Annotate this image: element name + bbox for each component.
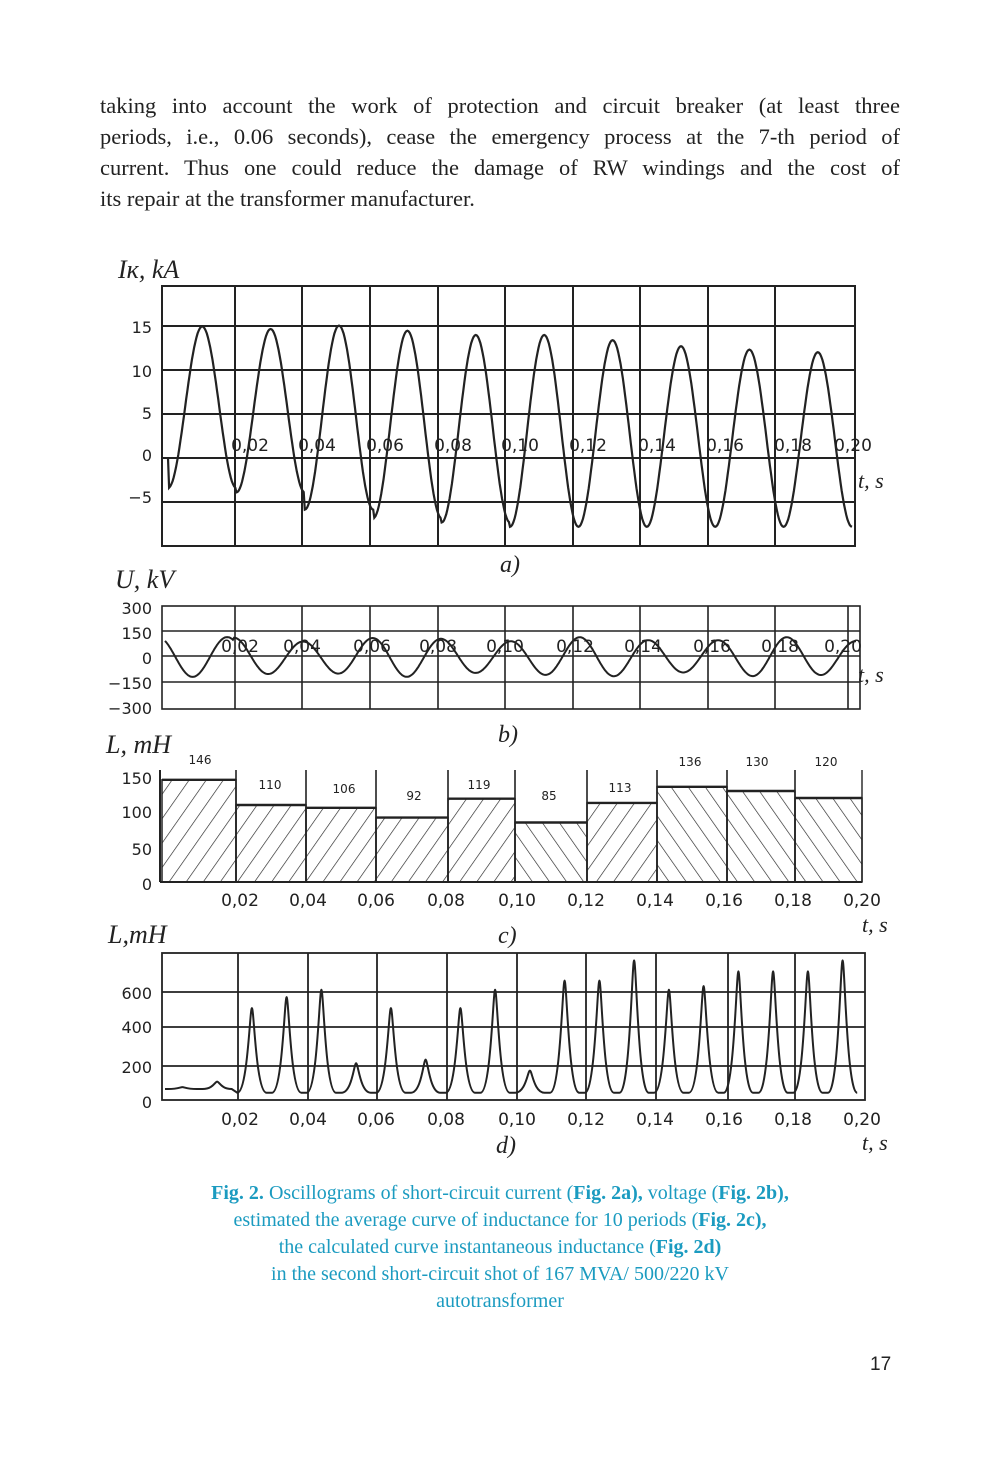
caption-text: Oscillograms of short-circuit current ( [263, 1182, 574, 1204]
panel-c-bars [162, 780, 862, 882]
caption-ref: Fig. 2a), [573, 1182, 643, 1204]
x-tick: 0,02 [221, 637, 259, 657]
x-tick: 0,12 [567, 891, 605, 911]
panel-d-sublabel: d) [496, 1133, 516, 1159]
paragraph-line: current. Thus one could reduce the damage of RW windings and the cost of [100, 155, 900, 180]
caption-line-4: in the second short-circuit shot of 167 MVA/ 500/220 kV [271, 1263, 729, 1285]
caption-fig-label: Fig. 2. [211, 1182, 264, 1204]
bar-label: 110 [258, 778, 282, 792]
bar-label: 113 [608, 781, 632, 795]
bar [448, 799, 515, 882]
panel-c-x-ticks [221, 891, 881, 911]
x-tick: 0,16 [705, 891, 743, 911]
bar [795, 798, 862, 882]
y-tick: −150 [108, 674, 152, 693]
y-tick: 0 [141, 649, 152, 668]
x-tick: 0,06 [353, 637, 391, 657]
panel-a-current [117, 255, 884, 578]
x-tick: 0,16 [705, 1110, 743, 1130]
x-tick: 0,12 [556, 637, 594, 657]
x-tick: 0,12 [567, 1110, 605, 1130]
panel-a-x-ticks [231, 436, 872, 456]
panel-b-sublabel: b) [498, 722, 518, 748]
caption-line-3 [100, 1234, 900, 1261]
x-tick: 0,04 [298, 436, 336, 456]
panel-d-y-ticks [121, 984, 152, 1112]
caption-line-1 [100, 1180, 900, 1207]
bar-label: 106 [332, 782, 356, 796]
panel-c-average-inductance [105, 730, 888, 949]
bar-label: 146 [188, 753, 212, 767]
caption-text: estimated the average curve of inductance for 10 periods ( [233, 1209, 699, 1231]
x-tick: 0,20 [834, 436, 872, 456]
panel-b-grid [162, 606, 860, 709]
y-tick: −5 [128, 488, 152, 507]
panel-c-y-title: L, mH [106, 730, 172, 759]
panel-a-grid [162, 286, 855, 546]
y-tick: −300 [108, 699, 152, 718]
x-tick: 0,08 [419, 637, 457, 657]
x-tick: 0,04 [289, 1110, 327, 1130]
figure-caption [100, 1180, 900, 1315]
x-tick: 0,16 [693, 637, 731, 657]
panel-c-sublabel: c) [498, 923, 517, 949]
panel-d-instantaneous-inductance [107, 920, 888, 1159]
x-tick: 0,06 [357, 1110, 395, 1130]
x-tick: 0,02 [231, 436, 269, 456]
x-tick: 0,20 [824, 637, 862, 657]
panel-b-y-title: U, kV [115, 565, 175, 594]
y-tick: 50 [131, 840, 152, 859]
panel-d-x-title: t, s [862, 1130, 888, 1155]
panel-a-current-curve [168, 326, 852, 527]
y-tick: 200 [121, 1058, 152, 1077]
paragraph-line: its repair at the transformer manufacturer. [100, 186, 475, 211]
panel-c-x-title: t, s [862, 912, 888, 937]
x-tick: 0,20 [843, 1110, 881, 1130]
caption-text: voltage ( [642, 1182, 719, 1204]
bar [162, 780, 236, 882]
panel-a-x-title: t, s [858, 468, 884, 493]
caption-ref: Fig. 2d) [655, 1236, 722, 1258]
y-tick: 300 [121, 599, 152, 618]
caption-text: the calculated curve instantaneous inductance ( [278, 1236, 656, 1258]
x-tick: 0,14 [636, 1110, 674, 1130]
bar [515, 823, 587, 883]
panel-d-x-ticks [221, 1110, 881, 1130]
y-tick: 400 [121, 1018, 152, 1037]
x-tick: 0,08 [427, 1110, 465, 1130]
bar-label: 85 [541, 789, 557, 803]
y-tick: 150 [121, 769, 152, 788]
x-tick: 0,10 [501, 436, 539, 456]
y-tick: 150 [121, 624, 152, 643]
caption-line-2 [100, 1207, 900, 1234]
caption-line-5: autotransformer [436, 1290, 564, 1312]
bar [727, 791, 795, 882]
caption-ref: Fig. 2b), [718, 1182, 789, 1204]
y-tick: 0 [141, 875, 152, 894]
bar [587, 803, 657, 882]
x-tick: 0,06 [366, 436, 404, 456]
y-tick: 100 [121, 803, 152, 822]
x-tick: 0,08 [434, 436, 472, 456]
panel-a-sublabel: a) [500, 552, 520, 578]
paragraph-line: taking into account the work of protection and circuit breaker (at least three [100, 93, 900, 118]
x-tick: 0,16 [706, 436, 744, 456]
panel-d-grid [162, 953, 865, 1100]
x-tick: 0,14 [638, 436, 676, 456]
bar-label: 136 [678, 755, 702, 769]
y-tick: 0 [141, 446, 152, 465]
x-tick: 0,10 [486, 637, 524, 657]
bar-label: 120 [814, 755, 838, 769]
bar [657, 787, 727, 882]
panel-d-y-title: L,mH [108, 920, 167, 949]
x-tick: 0,18 [761, 637, 799, 657]
y-tick: 0 [141, 1093, 152, 1112]
y-tick: 600 [121, 984, 152, 1003]
panel-b-voltage [108, 565, 884, 748]
bar-label: 92 [406, 789, 422, 803]
panel-a-y-title: Iк, kA [118, 255, 180, 284]
bar [236, 805, 306, 882]
x-tick: 0,18 [774, 1110, 812, 1130]
bar [306, 808, 376, 882]
caption-ref: Fig. 2c), [698, 1209, 767, 1231]
panel-b-y-ticks [108, 599, 152, 718]
x-tick: 0,04 [289, 891, 327, 911]
y-tick: 15 [131, 318, 152, 337]
bar [376, 818, 448, 882]
panel-c-y-ticks [121, 769, 152, 894]
paragraph-line: periods, i.e., 0.06 seconds), cease the emergency process at the 7-th period of [100, 124, 900, 149]
x-tick: 0,02 [221, 1110, 259, 1130]
x-tick: 0,12 [569, 436, 607, 456]
x-tick: 0,04 [283, 637, 321, 657]
x-tick: 0,02 [221, 891, 259, 911]
panel-b-x-title: t, s [858, 662, 884, 687]
grid-frame [162, 606, 860, 709]
y-tick: 5 [141, 404, 152, 423]
x-tick: 0,20 [843, 891, 881, 911]
panel-a-y-ticks [128, 318, 152, 507]
y-tick: 10 [131, 362, 152, 381]
x-tick: 0,14 [624, 637, 662, 657]
x-tick: 0,18 [774, 891, 812, 911]
bar-label: 130 [745, 755, 769, 769]
x-tick: 0,06 [357, 891, 395, 911]
x-tick: 0,10 [498, 891, 536, 911]
x-tick: 0,18 [774, 436, 812, 456]
x-tick: 0,10 [498, 1110, 536, 1130]
x-tick: 0,08 [427, 891, 465, 911]
bar-label: 119 [467, 778, 491, 792]
page-number: 17 [870, 1354, 892, 1375]
x-tick: 0,14 [636, 891, 674, 911]
